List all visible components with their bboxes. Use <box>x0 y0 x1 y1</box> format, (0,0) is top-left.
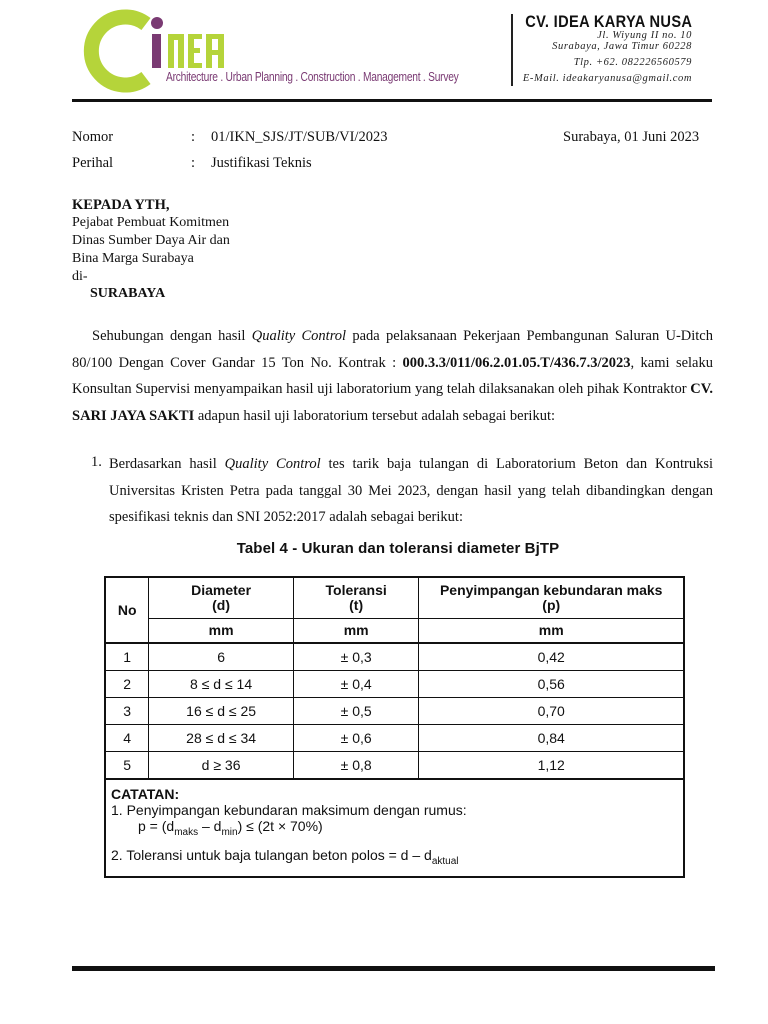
p1-text-c: , kami selaku Konsultan Supervisi menyampaikan hasil uji laboratorium yang telah dilaksanakan oleh pihak Kontraktor <box>72 354 713 397</box>
header-diameter-label: Diameter <box>191 582 252 598</box>
cell-diameter: 8 ≤ d ≤ 14 <box>149 671 294 698</box>
table-notes <box>105 779 684 877</box>
header-no: No <box>105 577 149 643</box>
header-diameter-symbol: (d) <box>212 597 231 613</box>
list-item-1 <box>109 451 713 531</box>
item1-text-b: tes tarik baja tulangan di Laboratorium Beton dan Kontruksi Universitas Kristen Petra pada tanggal 30 Mei 2023, dengan hasil yang telah dibandingkan dengan spesifikasi teknis dan SNI 2052:2017 adalah sebagai berikut: <box>109 456 713 525</box>
email-address: E-Mail. ideakaryanusa@gmail.com <box>522 73 692 84</box>
formula-part-c: ) ≤ (2t × 70%) <box>237 818 323 834</box>
logo-tagline: Architecture . Urban Planning . Construction . Management . Survey <box>166 70 459 84</box>
recipient-address <box>72 214 230 286</box>
cell-no: 2 <box>105 671 149 698</box>
table-row <box>105 725 684 752</box>
phone-number: Tlp. +62. 082226560579 <box>573 57 692 68</box>
company-name: CV. IDEA KARYA NUSA <box>524 12 692 31</box>
table-unit-row <box>105 619 684 644</box>
unit-penyimpangan: mm <box>419 619 684 644</box>
address-line-2: Surabaya, Jawa Timur 60228 <box>552 41 692 52</box>
item1-text-a: Berdasarkan hasil <box>109 456 225 472</box>
p1-quality-control: Quality Control <box>251 328 347 344</box>
cell-toleransi: ± 0,8 <box>293 752 419 780</box>
contract-number: 000.3.3/011/06.2.01.05.T/436.7.3/2023 <box>402 354 631 371</box>
body-paragraph-1 <box>72 323 713 429</box>
cell-toleransi: ± 0,3 <box>293 643 419 671</box>
table-header-row <box>105 577 684 619</box>
salutation: KEPADA YTH, <box>72 197 170 213</box>
header-toleransi <box>293 577 419 619</box>
letterhead-divider <box>511 14 513 86</box>
header-penyimpangan-label: Penyimpangan kebundaran maks <box>439 582 663 598</box>
note-2-sub: aktual <box>431 855 459 867</box>
cell-diameter: 16 ≤ d ≤ 25 <box>149 698 294 725</box>
recipient-line-2: Dinas Sumber Daya Air dan <box>72 233 230 248</box>
cell-penyimpangan: 0,70 <box>419 698 684 725</box>
header-toleransi-label: Toleransi <box>325 582 387 598</box>
formula-sub-maks: maks <box>174 826 199 838</box>
company-logo <box>80 8 459 94</box>
perihal-value: Justifikasi Teknis <box>211 155 312 171</box>
recipient-line-3: Bina Marga Surabaya <box>72 251 194 266</box>
cell-no: 4 <box>105 725 149 752</box>
nomor-colon: : <box>191 129 196 145</box>
formula-sub-min: min <box>221 826 238 838</box>
recipient-line-1: Pejabat Pembuat Komitmen <box>72 215 230 230</box>
letter-date: Surabaya, 01 Juni 2023 <box>563 129 700 145</box>
spec-table <box>104 576 685 878</box>
table-title: Tabel 4 - Ukuran dan toleransi diameter BjTP <box>236 540 560 557</box>
header-penyimpangan-symbol: (p) <box>542 597 561 613</box>
note-1: 1. Penyimpangan kebundaran maksimum dengan rumus: <box>111 802 467 818</box>
address-line-1: Jl. Wiyung II no. 10 <box>597 30 692 41</box>
item1-quality-control: Quality Control <box>224 456 321 472</box>
notes-title: CATATAN: <box>111 786 180 802</box>
note-1-formula <box>111 818 677 841</box>
note-2-text: 2. Toleransi untuk baja tulangan beton polos = d – d <box>111 846 432 863</box>
nomor-value: 01/IKN_SJS/JT/SUB/VI/2023 <box>211 129 388 145</box>
table-row <box>105 671 684 698</box>
formula-part-b: – d <box>198 818 222 834</box>
footer-rule <box>72 966 715 971</box>
letterhead-rule <box>72 99 712 102</box>
unit-diameter: mm <box>149 619 294 644</box>
table-row <box>105 698 684 725</box>
p1-text-a: Sehubungan dengan hasil <box>92 328 252 344</box>
p1-text-d: adapun hasil uji laboratorium tersebut adalah sebagai berikut: <box>194 407 556 424</box>
header-diameter <box>149 577 294 619</box>
perihal-colon: : <box>191 155 196 171</box>
cell-no: 5 <box>105 752 149 780</box>
recipient-line-4: di- <box>72 269 88 284</box>
list-number-1: 1. <box>91 454 102 470</box>
cell-penyimpangan: 0,42 <box>419 643 684 671</box>
cell-diameter: 28 ≤ d ≤ 34 <box>149 725 294 752</box>
table-row <box>105 752 684 780</box>
recipient-city: SURABAYA <box>90 286 166 301</box>
header-toleransi-symbol: (t) <box>349 597 364 613</box>
p1-text-b: pada pelaksanaan Pekerjaan Pembangunan Saluran U-Ditch 80/100 Dengan Cover Gandar 15 Ton No. Kontrak : <box>72 328 713 371</box>
table-row <box>105 643 684 671</box>
nomor-label: Nomor <box>72 129 114 145</box>
perihal-label: Perihal <box>72 155 114 171</box>
cell-diameter: 6 <box>149 643 294 671</box>
header-penyimpangan <box>419 577 684 619</box>
contractor-name: CV. SARI JAYA SAKTI <box>72 381 713 424</box>
formula-part-a: p = (d <box>138 818 175 834</box>
unit-toleransi: mm <box>293 619 419 644</box>
cell-toleransi: ± 0,5 <box>293 698 419 725</box>
cell-penyimpangan: 1,12 <box>419 752 684 780</box>
cell-diameter: d ≥ 36 <box>149 752 294 780</box>
note-2 <box>111 847 677 870</box>
cell-toleransi: ± 0,4 <box>293 671 419 698</box>
cell-no: 3 <box>105 698 149 725</box>
cell-penyimpangan: 0,84 <box>419 725 684 752</box>
table-notes-row <box>105 779 684 877</box>
cell-toleransi: ± 0,6 <box>293 725 419 752</box>
cell-no: 1 <box>105 643 149 671</box>
cell-penyimpangan: 0,56 <box>419 671 684 698</box>
